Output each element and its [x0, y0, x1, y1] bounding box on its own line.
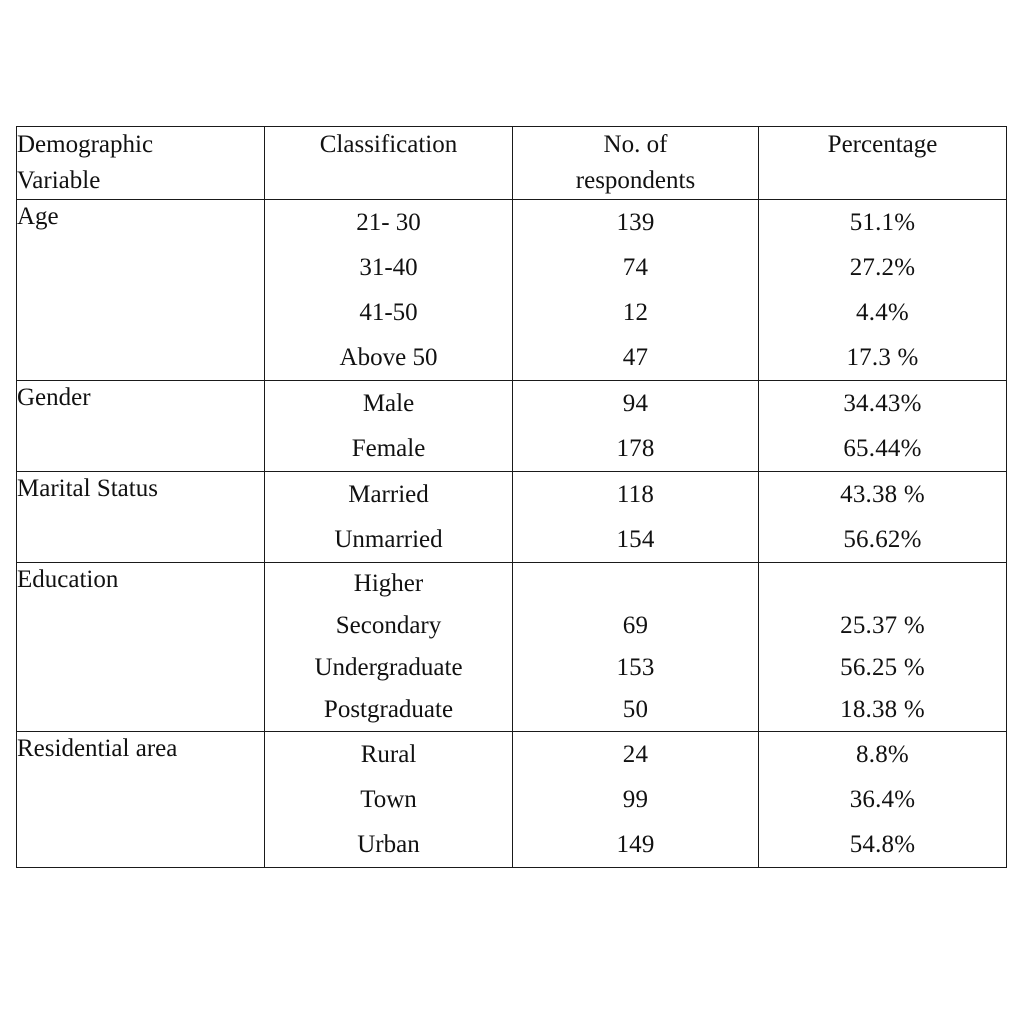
list-item: Unmarried [334, 526, 443, 553]
percentage-list-gender [759, 381, 1007, 472]
percentage-list-residential-area [759, 732, 1007, 868]
classification-list-education [265, 563, 513, 732]
page-artifact-mark [2, 100, 12, 114]
list-item: 27.2% [849, 254, 916, 281]
table-row [17, 381, 1007, 472]
respondents-list-education [513, 563, 759, 732]
list-item: 17.3 % [846, 344, 919, 371]
percentage-list-age [759, 200, 1007, 381]
column-header-line-1: No. of [603, 131, 668, 158]
classification-list-residential-area [265, 732, 513, 868]
list-item: 50 [622, 696, 649, 723]
list-item: 69 [622, 612, 649, 639]
classification-list-marital-status [265, 472, 513, 563]
column-header-line-2: Variable [17, 167, 101, 194]
list-item: 25.37 % [840, 612, 925, 639]
list-item: 139 [616, 209, 655, 236]
column-header-classification [265, 127, 513, 200]
list-item: 118 [616, 481, 655, 508]
list-item: Secondary [335, 612, 442, 639]
table-row [17, 200, 1007, 381]
list-item: 65.44% [843, 435, 922, 462]
table-row [17, 732, 1007, 868]
list-item: Married [348, 481, 429, 508]
column-header-demographic-variable [17, 127, 265, 200]
column-header-line-1: Demographic [17, 131, 154, 158]
column-header-line-1: Classification [319, 131, 458, 158]
list-item: 153 [616, 654, 655, 681]
list-item: 31-40 [359, 254, 418, 281]
list-item: 154 [616, 526, 655, 553]
list-item: Male [362, 390, 415, 417]
list-item: 34.43% [843, 390, 922, 417]
variable-label-residential-area: Residential area [17, 732, 265, 868]
list-item: 47 [622, 344, 649, 371]
list-item: Undergraduate [314, 654, 463, 681]
table-row [17, 472, 1007, 563]
list-item: Postgraduate [323, 696, 454, 723]
demographics-table [16, 126, 1007, 868]
list-item: 94 [622, 390, 649, 417]
classification-list-age [265, 200, 513, 381]
list-item: 149 [616, 831, 655, 858]
column-header-line-2: respondents [575, 167, 696, 194]
list-item: Female [351, 435, 426, 462]
list-item: 56.25 % [840, 654, 925, 681]
list-item: 21- 30 [356, 209, 421, 236]
list-item: 36.4% [849, 786, 916, 813]
percentage-list-marital-status [759, 472, 1007, 563]
list-item: 8.8% [856, 741, 909, 768]
list-item: 43.38 % [840, 481, 925, 508]
list-item: 18.38 % [840, 696, 925, 723]
variable-label-gender: Gender [17, 381, 265, 472]
table-header-row [17, 127, 1007, 200]
list-item: Town [360, 786, 417, 813]
table-row [17, 563, 1007, 732]
variable-label-age: Age [17, 200, 265, 381]
list-item: 24 [622, 741, 649, 768]
list-item: Urban [357, 831, 420, 858]
respondents-list-age [513, 200, 759, 381]
list-item-empty [759, 563, 1006, 605]
variable-label-education: Education [17, 563, 265, 732]
classification-list-gender [265, 381, 513, 472]
list-item: Above 50 [339, 344, 438, 371]
variable-label-marital-status: Marital Status [17, 472, 265, 563]
list-item: 41-50 [359, 299, 418, 326]
column-header-line-1: Percentage [827, 131, 938, 158]
column-header-percentage [759, 127, 1007, 200]
demographics-table-container [16, 126, 1006, 868]
list-item: 56.62% [843, 526, 922, 553]
respondents-list-marital-status [513, 472, 759, 563]
list-item: 4.4% [856, 299, 909, 326]
respondents-list-residential-area [513, 732, 759, 868]
list-item: 99 [622, 786, 649, 813]
column-header-respondents [513, 127, 759, 200]
list-item-empty [513, 563, 758, 605]
list-item: 74 [622, 254, 649, 281]
list-item: 178 [616, 435, 655, 462]
list-item: 12 [622, 299, 649, 326]
list-item: 54.8% [849, 831, 916, 858]
list-item: Higher [353, 570, 424, 597]
percentage-list-education [759, 563, 1007, 732]
respondents-list-gender [513, 381, 759, 472]
list-item: Rural [360, 741, 417, 768]
list-item: 51.1% [849, 209, 916, 236]
